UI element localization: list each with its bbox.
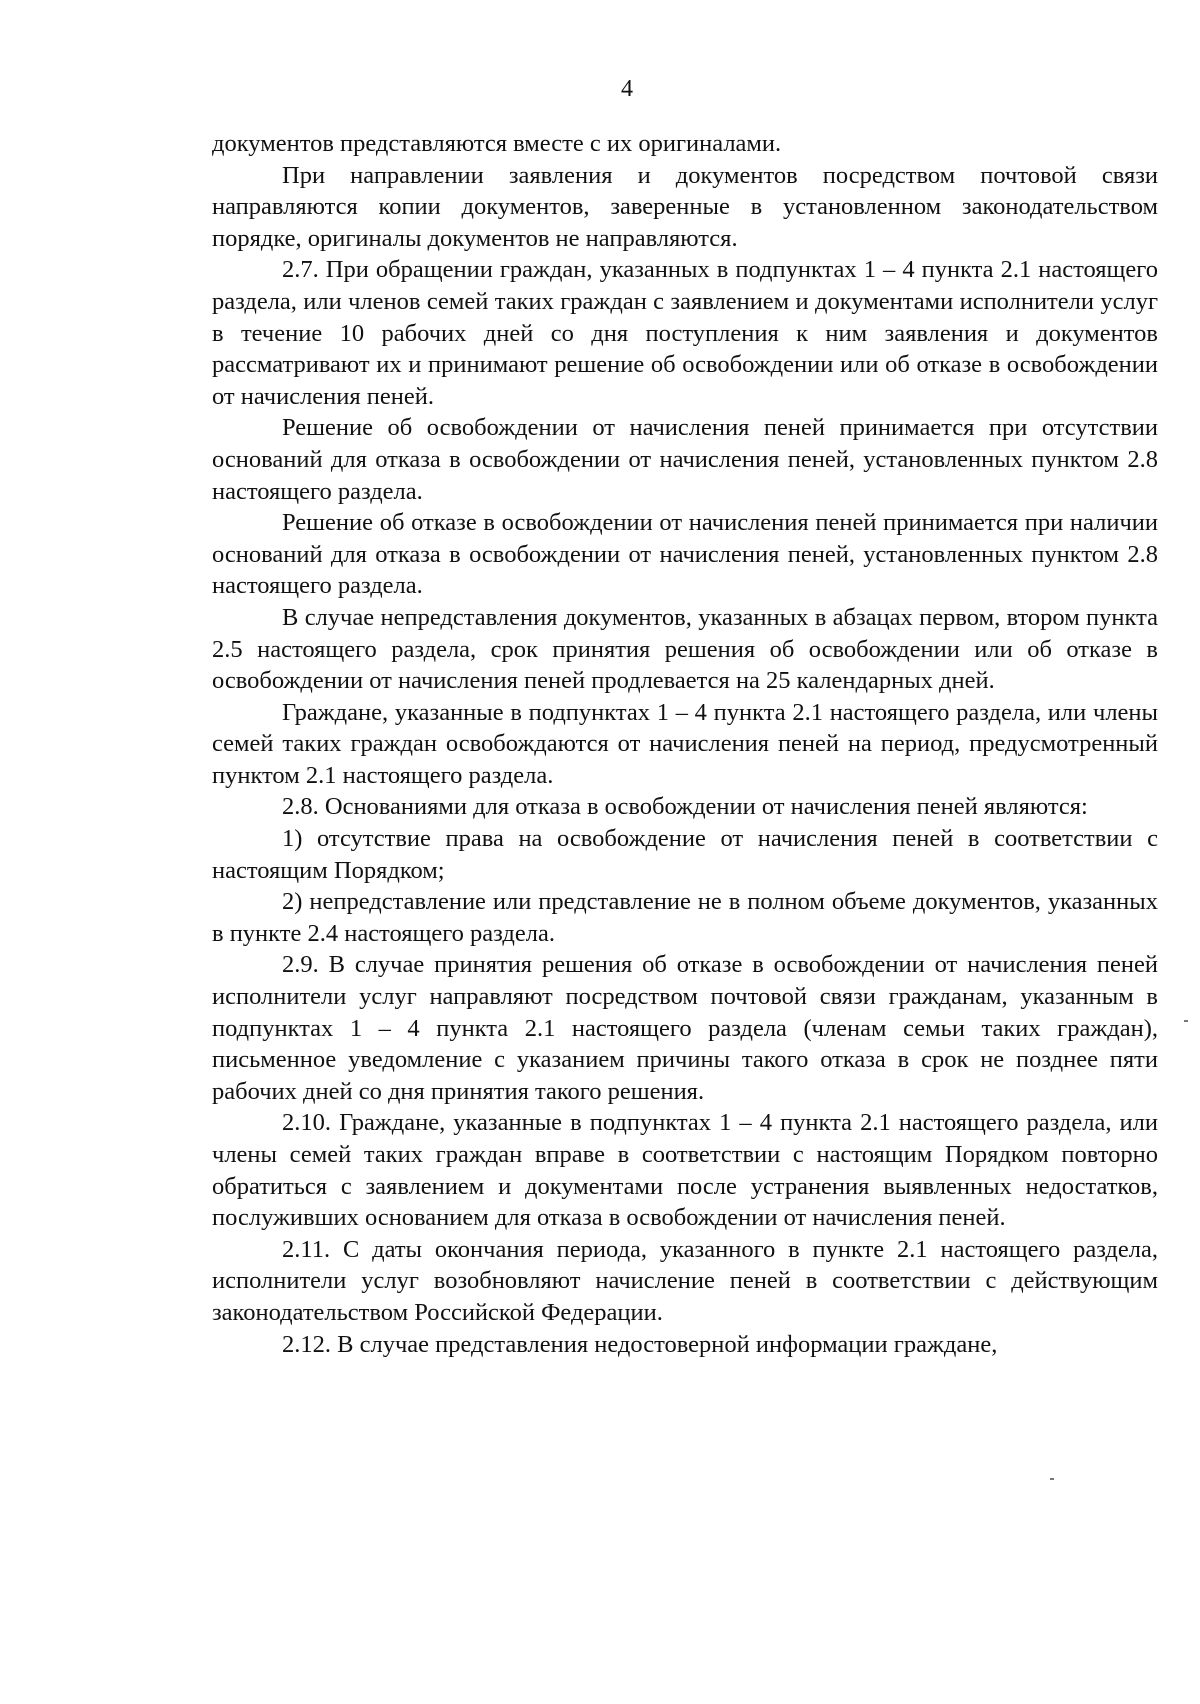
paragraph-exemption-period: Граждане, указанные в подпунктах 1 – 4 пункта 2.1 настоящего раздела, или члены семей таких граждан освобождаются от начисления пеней на период, предусмотренный пунктом 2.1 настоящего раздела. xyxy=(212,698,1158,789)
paragraph-2-12: 2.12. В случае представления недостоверной информации граждане, xyxy=(282,1330,998,1358)
paragraph-2-11: 2.11. С даты окончания периода, указанного в пункте 2.1 настоящего раздела, исполнители услуг возобновляют начисление пеней в соответствии с действующим законодательством Российской Федерации. xyxy=(212,1235,1158,1326)
paragraph-continuation: документов представляются вместе с их оригиналами. xyxy=(212,130,782,157)
scan-mark xyxy=(1050,1478,1054,1480)
paragraph-extension: В случае непредставления документов, указанных в абзацах первом, втором пункта 2.5 настоящего раздела, срок принятия решения об освобождении или об отказе в освобождении от начисления пеней продлевается на 25 календарных дней. xyxy=(212,603,1158,695)
paragraph-2-7: 2.7. При обращении граждан, указанных в подпунктах 1 – 4 пункта 2.1 настоящего раздела, или членов семей таких граждан с заявлением и документами исполнители услуг в течение 10 рабочих дней со дня поступления к ним заявления и документов рассматривают их и принимают решение об освобождении или об отказе в освобождении от начисления пеней. xyxy=(212,256,1158,410)
paragraph-2-9: 2.9. В случае принятия решения об отказе в освобождении от начисления пеней исполнители услуг направляют посредством почтовой связи гражданам, указанным в подпунктах 1 – 4 пункта 2.1 настоящего раздела (членам семьи таких граждан), письменное уведомление с указанием причины такого отказа в срок не позднее пяти рабочих дней со дня принятия такого решения. xyxy=(212,951,1158,1105)
list-item-1: 1) отсутствие права на освобождение от начисления пеней в соответствии с настоящим Порядком; xyxy=(212,825,1158,884)
paragraph-2-8: 2.8. Основаниями для отказа в освобождении от начисления пеней являются: xyxy=(282,793,1088,821)
document-body xyxy=(212,128,1158,1360)
paragraph-exemption-decision: Решение об освобождении от начисления пеней принимается при отсутствии оснований для отказа в освобождении от начисления пеней, установленных пунктом 2.8 настоящего раздела. xyxy=(212,414,1158,505)
list-item-2: 2) непредставление или представление не в полном объеме документов, указанных в пункте 2.4 настоящего раздела. xyxy=(212,888,1158,947)
scan-mark xyxy=(1184,1020,1188,1022)
paragraph-2-10: 2.10. Граждане, указанные в подпунктах 1 – 4 пункта 2.1 настоящего раздела, или члены семей таких граждан вправе в соответствии с настоящим Порядком повторно обратиться с заявлением и документами после устранения выявленных недостатков, послуживших основанием для отказа в освобождении от начисления пеней. xyxy=(212,1109,1158,1232)
page-number: 4 xyxy=(621,76,633,102)
paragraph-refusal-decision: Решение об отказе в освобождении от начисления пеней принимается при наличии оснований для отказа в освобождении от начисления пеней, установленных пунктом 2.8 настоящего раздела. xyxy=(212,509,1158,600)
paragraph-postal-submission: При направлении заявления и документов посредством почтовой связи направляются копии документов, заверенные в установленном законодательством порядке, оригиналы документов не направляются. xyxy=(212,161,1158,252)
